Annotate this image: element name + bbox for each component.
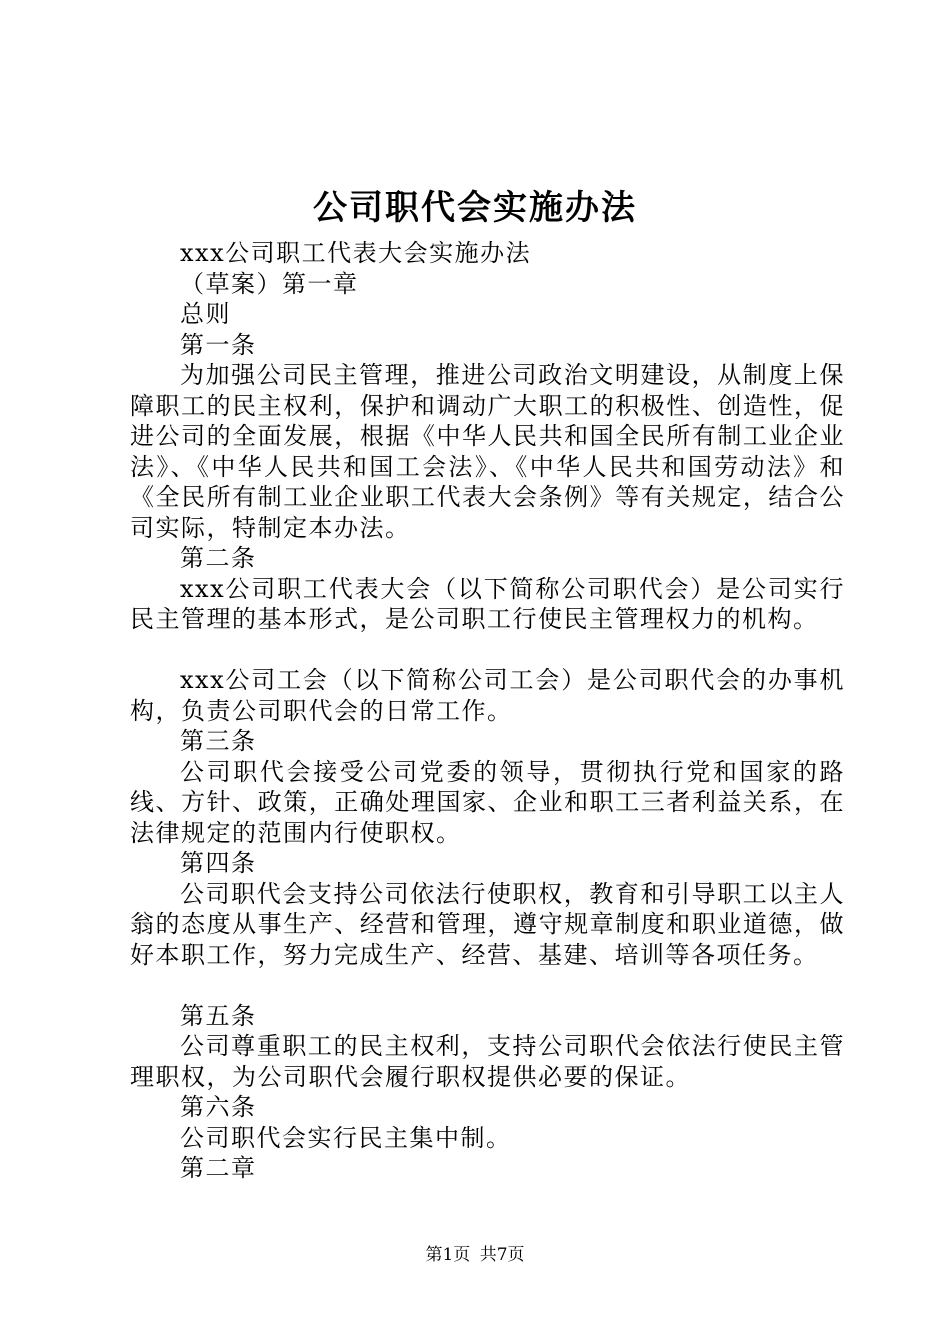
chapter-heading: 第二章	[180, 1154, 257, 1182]
paragraph: （草案）第一章	[180, 269, 359, 298]
document-body	[130, 238, 845, 1184]
article-heading: 第四条	[180, 849, 257, 877]
paragraph: 公司尊重职工的民主权利，支持公司职代会依法行使民主管理职权，为公司职代会履行职权提供必要的保证。	[130, 1032, 845, 1091]
article-heading: 第六条	[180, 1093, 257, 1121]
page-number: 第1页	[425, 1245, 471, 1265]
article-heading: 第五条	[180, 1001, 257, 1030]
paragraph: 公司职代会接受公司党委的领导，贯彻执行党和国家的路线、方针、政策，正确处理国家、企业和职工三者利益关系，在法律规定的范围内行使职权。	[130, 757, 845, 847]
paragraph: 公司职代会实行民主集中制。	[180, 1123, 512, 1152]
article-heading: 第三条	[180, 727, 257, 755]
article-heading: 第二条	[180, 544, 257, 572]
paragraph: 为加强公司民主管理，推进公司政治文明建设，从制度上保障职工的民主权利，保护和调动广大职工的积极性、创造性，促进公司的全面发展，根据《中华人民共和国全民所有制工业企业法》、《中华人民共和国工会法》、《中华人民共和国劳动法》和《全民所有制工业企业职工代表大会条例》等有关规定，结合公司实际，特制定本办法。	[130, 361, 845, 542]
paragraph: xxx公司职工代表大会（以下简称公司职代会）是公司实行民主管理的基本形式，是公司职工行使民主管理权力的机构。	[130, 574, 845, 633]
page-total: 共7页	[479, 1245, 525, 1265]
paragraph: 公司职代会支持公司依法行使职权，教育和引导职工以主人翁的态度从事生产、经营和管理，遵守规章制度和职业道德，做好本职工作，努力完成生产、经营、基建、培训等各项任务。	[130, 879, 845, 969]
paragraph: xxx公司工会（以下简称公司工会）是公司职代会的办事机构，负责公司职代会的日常工作。	[130, 666, 845, 725]
paragraph: 总则	[180, 300, 231, 328]
page-footer	[0, 1244, 950, 1266]
document-title: 公司职代会实施办法	[313, 188, 637, 228]
article-heading: 第一条	[180, 330, 257, 359]
paragraph: xxx公司职工代表大会实施办法	[180, 239, 532, 267]
